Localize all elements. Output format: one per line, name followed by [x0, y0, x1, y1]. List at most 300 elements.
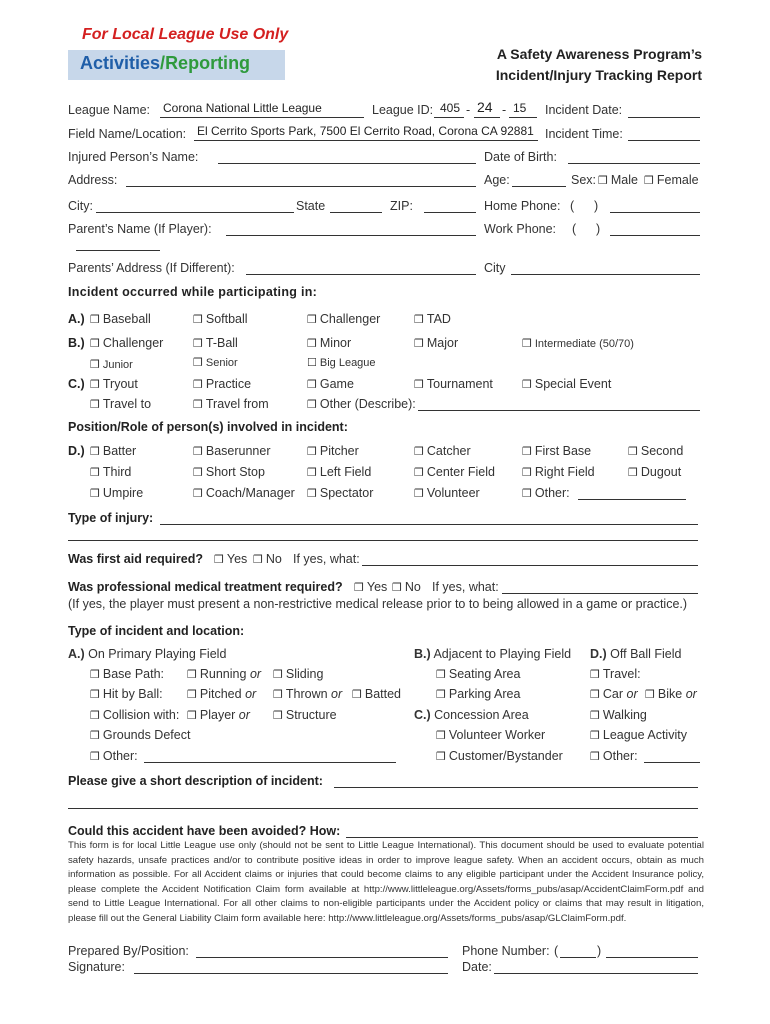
opt-big-league[interactable]: [307, 356, 376, 369]
checkbox-icon[interactable]: ❒: [436, 750, 446, 763]
home-phone-paren-close: ): [594, 199, 599, 213]
program-title: [496, 44, 702, 86]
female-option[interactable]: [644, 173, 699, 187]
loc-walking[interactable]: [590, 708, 647, 722]
loc-sliding[interactable]: [273, 667, 323, 681]
checkbox-icon[interactable]: ❒: [522, 378, 532, 391]
checkbox-icon[interactable]: ❒: [90, 729, 100, 742]
checkbox-icon[interactable]: ❒: [90, 487, 100, 500]
checkbox-icon[interactable]: ❒: [628, 445, 638, 458]
league-id-dash2: -: [502, 103, 507, 117]
date-input[interactable]: [494, 973, 698, 974]
checkbox-icon[interactable]: ❒: [414, 445, 424, 458]
medical-yes-label: Yes: [366, 580, 388, 594]
checkbox-icon[interactable]: ❒: [414, 487, 424, 500]
loc-customer-label: Customer/Bystander: [448, 749, 563, 763]
loc-car-label: Car: [602, 687, 624, 701]
role-third[interactable]: [90, 465, 131, 479]
loc-car[interactable]: [590, 687, 638, 701]
role-second[interactable]: [628, 444, 683, 458]
checkbox-icon[interactable]: ❒: [307, 313, 317, 326]
checkbox-icon[interactable]: ❒: [90, 313, 100, 326]
signature-input[interactable]: [134, 973, 448, 974]
loc-travel[interactable]: [590, 667, 641, 681]
checkbox-icon[interactable]: ❒: [90, 688, 100, 701]
loc-league-activity[interactable]: [590, 728, 687, 742]
opt-travel-to[interactable]: [90, 397, 151, 411]
loc-bike[interactable]: [645, 687, 697, 701]
checkbox-icon[interactable]: ❒: [187, 688, 197, 701]
role-other-input[interactable]: [578, 499, 686, 500]
role-dugout-label: Dugout: [640, 465, 682, 479]
loc-collision-label: Collision with:: [102, 708, 180, 722]
section-title: [80, 53, 250, 74]
loc-d-other[interactable]: [590, 749, 638, 763]
state-input[interactable]: [330, 212, 382, 213]
loc-a-other-input[interactable]: [144, 762, 396, 763]
checkbox-icon[interactable]: ❒: [436, 688, 446, 701]
checkbox-icon[interactable]: ❒: [307, 398, 317, 411]
phone-label: Phone Number:: [462, 944, 550, 958]
loc-hit-by-ball-label: Hit by Ball:: [102, 687, 163, 701]
role-dugout[interactable]: [628, 465, 681, 479]
work-phone-paren-open: (: [572, 222, 577, 236]
role-volunteer-label: Volunteer: [426, 486, 480, 500]
first-aid-yes[interactable]: [214, 552, 247, 566]
parents-address-input[interactable]: [246, 274, 476, 275]
prepared-label: Prepared By/Position:: [68, 944, 189, 958]
program-title-line2: Incident/Injury Tracking Report: [495, 67, 702, 83]
loc-a-other[interactable]: [90, 749, 138, 763]
loc-structure-label: Structure: [285, 708, 337, 722]
role-right-field[interactable]: [522, 465, 595, 479]
loc-grounds-label: Grounds Defect: [102, 728, 191, 742]
first-aid-no-label: No: [265, 552, 282, 566]
checkbox-icon[interactable]: ❒: [273, 688, 283, 701]
checkbox-icon[interactable]: ❒: [392, 581, 402, 594]
loc-hit-by-ball[interactable]: [90, 687, 163, 701]
loc-thrown[interactable]: [273, 687, 342, 701]
loc-walking-label: Walking: [602, 708, 647, 722]
opt-softball-label: Softball: [205, 312, 248, 326]
phone-area-input[interactable]: [560, 957, 596, 958]
loc-seating-label: Seating Area: [448, 667, 521, 681]
opt-travel-from[interactable]: [193, 397, 269, 411]
signature-label: Signature:: [68, 960, 125, 974]
checkbox-icon[interactable]: ❒: [598, 174, 608, 187]
role-left-field-label: Left Field: [319, 465, 372, 479]
opt-minor-label: Minor: [319, 336, 352, 350]
league-id-dash1: -: [466, 103, 471, 117]
address-input[interactable]: [126, 186, 476, 187]
opt-special-event[interactable]: [522, 377, 611, 391]
checkbox-icon[interactable]: ❒: [590, 750, 600, 763]
checkbox-icon[interactable]: ❒: [273, 668, 283, 681]
phone-input[interactable]: [606, 957, 698, 958]
loc-league-activity-label: League Activity: [602, 728, 687, 742]
opt-game[interactable]: [307, 377, 354, 391]
checkbox-icon[interactable]: ❒: [414, 313, 424, 326]
section-title-reporting: Reporting: [165, 53, 251, 73]
checkbox-icon[interactable]: ❒: [187, 709, 197, 722]
opt-intermediate-label: Intermediate (50/70): [534, 338, 634, 350]
opt-baseball-label: Baseball: [102, 312, 151, 326]
loc-player-label: Player: [199, 708, 236, 722]
avoided-input[interactable]: [346, 837, 698, 838]
checkbox-icon[interactable]: ❒: [590, 709, 600, 722]
work-phone-paren-close: ): [596, 222, 601, 236]
injured-name-input[interactable]: [218, 163, 476, 164]
opt-minor[interactable]: [307, 336, 351, 350]
section-banner: [68, 50, 285, 80]
opt-senior-label: Senior: [205, 357, 238, 369]
checkbox-icon[interactable]: ❒: [352, 688, 362, 701]
league-name-input[interactable]: Corona National Little League: [163, 101, 322, 115]
role-coach-label: Coach/Manager: [205, 486, 295, 500]
incident-time-label: Incident Time:: [545, 127, 623, 141]
loc-b-title: [414, 647, 571, 661]
league-id-part2[interactable]: 24: [477, 99, 493, 115]
role-first-base-label: First Base: [534, 444, 592, 458]
checkbox-icon[interactable]: ❒: [590, 668, 600, 681]
loc-c-title: [414, 708, 529, 722]
loc-b-title-text: Adjacent to Playing Field: [433, 647, 572, 661]
checkbox-icon[interactable]: ❒: [90, 709, 100, 722]
medical-label: Was professional medical treatment required?: [68, 580, 343, 594]
checkbox-icon[interactable]: ❒: [436, 729, 446, 742]
checkbox-icon[interactable]: ❒: [307, 337, 317, 350]
checkbox-icon[interactable]: ❒: [90, 398, 100, 411]
checkbox-icon[interactable]: ❒: [214, 553, 224, 566]
checkbox-icon[interactable]: ❒: [193, 445, 203, 458]
opt-tball-label: T-Ball: [205, 336, 238, 350]
first-aid-what-input[interactable]: [362, 565, 698, 566]
loc-running-or: or: [249, 667, 262, 681]
medical-no[interactable]: [392, 580, 421, 594]
part-b-label: B.): [68, 336, 85, 350]
role-batter-label: Batter: [102, 444, 137, 458]
opt-tryout[interactable]: [90, 377, 138, 391]
loc-base-path-label: Base Path:: [102, 667, 165, 681]
checkbox-icon[interactable]: ❒: [414, 337, 424, 350]
city2-label: City: [484, 261, 506, 275]
role-baserunner-label: Baserunner: [205, 444, 271, 458]
male-label: Male: [610, 173, 638, 187]
loc-parking[interactable]: [436, 687, 520, 701]
first-aid-what-label: If yes, what:: [293, 552, 360, 566]
checkbox-icon[interactable]: ❒: [628, 466, 638, 479]
role-spectator[interactable]: [307, 486, 373, 500]
dob-label: Date of Birth:: [484, 150, 557, 164]
field-location-input[interactable]: El Cerrito Sports Park, 7500 El Cerrito Road, Corona CA 92881: [197, 124, 534, 138]
role-catcher-label: Catcher: [426, 444, 471, 458]
medical-what-label: If yes, what:: [432, 580, 499, 594]
role-other[interactable]: [522, 486, 570, 500]
loc-vol-worker[interactable]: [436, 728, 545, 742]
checkbox-icon[interactable]: ❒: [354, 581, 364, 594]
opt-challenger-label: Challenger: [319, 312, 381, 326]
loc-car-or: or: [626, 687, 638, 701]
opt-intermediate[interactable]: [522, 337, 634, 350]
checkbox-icon[interactable]: ❒: [522, 337, 532, 350]
opt-senior[interactable]: [193, 356, 238, 369]
role-batter[interactable]: [90, 444, 136, 458]
injury-type-label: Type of injury:: [68, 511, 154, 525]
opt-travel-from-label: Travel from: [205, 397, 269, 411]
checkbox-icon[interactable]: ❒: [193, 356, 203, 369]
opt-tournament[interactable]: [414, 377, 493, 391]
loc-batted-label: Batted: [364, 687, 402, 701]
parents-address-label: Parents’ Address (If Different):: [68, 261, 235, 275]
release-note: (If yes, the player must present a non-restrictive medical release prior to to being allowed in a game or practice.): [68, 597, 688, 611]
checkbox-icon[interactable]: ❒: [273, 709, 283, 722]
checkbox-icon[interactable]: ❒: [436, 668, 446, 681]
home-phone-paren-open: (: [570, 199, 575, 213]
role-spectator-label: Spectator: [319, 486, 374, 500]
checkbox-icon[interactable]: ❒: [90, 750, 100, 763]
role-umpire[interactable]: [90, 486, 143, 500]
role-coach[interactable]: [193, 486, 295, 500]
role-center-field-label: Center Field: [426, 465, 495, 479]
opt-travel-to-label: Travel to: [102, 397, 152, 411]
role-short-stop-label: Short Stop: [205, 465, 265, 479]
city-input[interactable]: [96, 212, 294, 213]
injury-type-input[interactable]: [160, 524, 698, 525]
checkbox-icon[interactable]: ❒: [193, 313, 203, 326]
prepared-input[interactable]: [196, 957, 448, 958]
loc-base-path[interactable]: [90, 667, 164, 681]
male-option[interactable]: [598, 173, 638, 187]
loc-player[interactable]: [187, 708, 250, 722]
parent-name-input[interactable]: [226, 235, 476, 236]
opt-major-label: Major: [426, 336, 459, 350]
role-d-label: D.): [68, 444, 85, 458]
part-a-label: A.): [68, 312, 85, 326]
role-left-field[interactable]: [307, 465, 371, 479]
role-other-label: Other:: [534, 486, 570, 500]
opt-b-challenger[interactable]: [90, 336, 163, 350]
role-short-stop[interactable]: [193, 465, 265, 479]
loc-batted[interactable]: [352, 687, 401, 701]
zip-input[interactable]: [424, 212, 476, 213]
part-c-label: C.): [68, 377, 85, 391]
loc-a-title-text: On Primary Playing Field: [88, 647, 227, 661]
section-title-activities: Activities: [80, 53, 161, 73]
checkbox-icon[interactable]: ❒: [193, 466, 203, 479]
league-id-part3[interactable]: 15: [513, 101, 527, 115]
incident-date-input[interactable]: [628, 117, 700, 118]
loc-bike-label: Bike: [657, 687, 683, 701]
checkbox-icon[interactable]: ❒: [522, 487, 532, 500]
league-name-label: League Name:: [68, 103, 151, 117]
checkbox-icon[interactable]: ❒: [414, 466, 424, 479]
loc-d-other-label: Other:: [602, 749, 638, 763]
home-phone-label: Home Phone:: [484, 199, 561, 213]
zip-label: ZIP:: [390, 199, 413, 213]
checkbox-icon[interactable]: ❒: [307, 487, 317, 500]
checkbox-icon[interactable]: ❒: [307, 466, 317, 479]
parent-name-label: Parent’s Name (If Player):: [68, 222, 212, 236]
opt-major[interactable]: [414, 336, 458, 350]
avoided-label: Could this accident have been avoided? How:: [68, 824, 341, 838]
home-phone-input[interactable]: [610, 212, 700, 213]
role-pitcher[interactable]: [307, 444, 359, 458]
checkbox-icon[interactable]: ❒: [90, 466, 100, 479]
local-use-banner: For Local League Use Only: [82, 26, 289, 43]
checkbox-icon[interactable]: ❒: [307, 445, 317, 458]
loc-customer[interactable]: [436, 749, 563, 763]
role-second-label: Second: [640, 444, 684, 458]
section-title-sep: /: [160, 53, 166, 73]
loc-travel-label: Travel:: [602, 667, 641, 681]
loc-d-title: [590, 647, 681, 661]
loc-grounds[interactable]: [90, 728, 190, 742]
loc-structure[interactable]: [273, 708, 337, 722]
opt-tball[interactable]: [193, 336, 238, 350]
incident-date-label: Incident Date:: [545, 103, 623, 117]
opt-tournament-label: Tournament: [426, 377, 493, 391]
medical-yes[interactable]: [354, 580, 387, 594]
role-heading: Position/Role of person(s) involved in incident:: [68, 420, 348, 434]
phone-paren-open: (: [554, 944, 559, 958]
checkbox-icon[interactable]: ❒: [90, 358, 100, 371]
checkbox-icon[interactable]: ❒: [90, 445, 100, 458]
injured-name-label: Injured Person’s Name:: [68, 150, 199, 164]
loc-c-title-text: Concession Area: [434, 708, 529, 722]
role-catcher[interactable]: [414, 444, 471, 458]
opt-challenger[interactable]: [307, 312, 380, 326]
checkbox-icon[interactable]: ❒: [187, 668, 197, 681]
checkbox-icon[interactable]: ❒: [522, 445, 532, 458]
medical-what-input[interactable]: [502, 593, 698, 594]
opt-practice[interactable]: [193, 377, 251, 391]
first-aid-label: Was first aid required?: [68, 552, 203, 566]
loc-parking-label: Parking Area: [448, 687, 521, 701]
program-title-line1: A Safety Awareness Program’s: [496, 46, 702, 62]
opt-softball[interactable]: [193, 312, 248, 326]
female-label: Female: [656, 173, 699, 187]
checkbox-icon[interactable]: ❒: [193, 398, 203, 411]
city-label: City:: [68, 199, 93, 213]
checkbox-icon[interactable]: ❒: [193, 487, 203, 500]
loc-d-title-text: Off Ball Field: [610, 647, 682, 661]
age-label: Age:: [484, 173, 510, 187]
injury-type-input-cont[interactable]: [68, 540, 698, 541]
checkbox-icon[interactable]: ❒: [414, 378, 424, 391]
checkbox-icon[interactable]: ❒: [253, 553, 263, 566]
opt-big-league-label: Big League: [319, 357, 376, 369]
loc-bike-or: or: [685, 687, 697, 701]
phone-paren-close: ): [597, 944, 602, 958]
age-input[interactable]: [512, 186, 566, 187]
loc-a-label: A.): [68, 647, 85, 661]
checkbox-icon[interactable]: ❒: [193, 337, 203, 350]
role-volunteer[interactable]: [414, 486, 480, 500]
city2-input[interactable]: [511, 274, 700, 275]
opt-b-challenger-label: Challenger: [102, 336, 164, 350]
opt-other-describe[interactable]: [307, 397, 416, 411]
checkbox-icon[interactable]: ❒: [590, 688, 600, 701]
league-id-label: League ID:: [372, 103, 434, 117]
loc-running-label: Running: [199, 667, 247, 681]
checkbox-icon[interactable]: ❒: [90, 668, 100, 681]
participating-heading: Incident occurred while participating in:: [68, 285, 318, 299]
short-desc-input-cont[interactable]: [68, 808, 698, 809]
checkbox-icon[interactable]: ☐: [307, 356, 317, 369]
loc-a-other-label: Other:: [102, 749, 138, 763]
checkbox-icon[interactable]: ❒: [193, 378, 203, 391]
checkbox-icon[interactable]: ❒: [90, 337, 100, 350]
parent-name-input-cont[interactable]: [76, 250, 160, 251]
loc-d-label: D.): [590, 647, 607, 661]
checkbox-icon[interactable]: ❒: [90, 378, 100, 391]
first-aid-yes-label: Yes: [226, 552, 248, 566]
field-location-label: Field Name/Location:: [68, 127, 187, 141]
opt-other-describe-label: Other (Describe):: [319, 397, 416, 411]
opt-tad[interactable]: [414, 312, 451, 326]
opt-junior-label: Junior: [102, 359, 133, 371]
checkbox-icon[interactable]: ❒: [522, 466, 532, 479]
state-label: State: [296, 199, 326, 213]
role-center-field[interactable]: [414, 465, 495, 479]
work-phone-input[interactable]: [610, 235, 700, 236]
incident-time-input[interactable]: [628, 140, 700, 141]
location-heading: Type of incident and location:: [68, 624, 245, 638]
opt-game-label: Game: [319, 377, 354, 391]
opt-practice-label: Practice: [205, 377, 252, 391]
role-umpire-label: Umpire: [102, 486, 144, 500]
loc-a-title: [68, 647, 226, 661]
work-phone-label: Work Phone:: [484, 222, 557, 236]
other-describe-input[interactable]: [418, 410, 700, 411]
opt-junior[interactable]: [90, 358, 133, 371]
short-desc-label: Please give a short description of incident:: [68, 774, 323, 788]
checkbox-icon[interactable]: ❒: [644, 174, 654, 187]
loc-player-or: or: [238, 708, 250, 722]
date-label: Date:: [462, 960, 492, 974]
loc-pitched-label: Pitched: [199, 687, 242, 701]
sex-label: Sex:: [571, 173, 597, 187]
first-aid-no[interactable]: [253, 552, 282, 566]
dob-input[interactable]: [568, 163, 700, 164]
checkbox-icon[interactable]: ❒: [307, 378, 317, 391]
loc-c-label: C.): [414, 708, 431, 722]
role-baserunner[interactable]: [193, 444, 271, 458]
role-third-label: Third: [102, 465, 132, 479]
role-right-field-label: Right Field: [534, 465, 595, 479]
loc-vol-worker-label: Volunteer Worker: [448, 728, 546, 742]
footer-paragraph: This form is for local Little League use only (should not be sent to Little League International). This document should be used to evaluate potential safety hazards, unsafe practices and/or to contribute positive ideas in order to improve league safety. When an accident occurs, obtain as much information as possible. For all Accident claims or injuries that could become claims to any eligible participant under the Accident Insurance policy, please complete the Accident Notification Claim form available at http://www.littleleague.org/Assets/forms_pubs/asap/AccidentClaimForm.pdf and send to Little League International. For all other claims to non-eligible participants under the Accident policy or claims that may result in litigation, please fill out the General Liability Claim form available here: http://www.littleleague.org/Assets/forms_pubs/asap/GLClaimForm.pdf.: [68, 840, 704, 924]
opt-tad-label: TAD: [426, 312, 451, 326]
loc-thrown-label: Thrown: [285, 687, 328, 701]
address-label: Address:: [68, 173, 118, 187]
loc-pitched-or: or: [245, 687, 257, 701]
opt-tryout-label: Tryout: [102, 377, 138, 391]
loc-collision[interactable]: [90, 708, 179, 722]
checkbox-icon[interactable]: ❒: [590, 729, 600, 742]
loc-sliding-label: Sliding: [285, 667, 324, 681]
role-first-base[interactable]: [522, 444, 591, 458]
checkbox-icon[interactable]: ❒: [645, 688, 655, 701]
opt-baseball[interactable]: [90, 312, 151, 326]
loc-d-other-input[interactable]: [644, 762, 700, 763]
loc-seating[interactable]: [436, 667, 520, 681]
short-desc-input[interactable]: [334, 787, 698, 788]
loc-thrown-or: or: [331, 687, 343, 701]
league-id-part1[interactable]: 405: [440, 101, 461, 115]
loc-running[interactable]: [187, 667, 261, 681]
loc-pitched[interactable]: [187, 687, 256, 701]
